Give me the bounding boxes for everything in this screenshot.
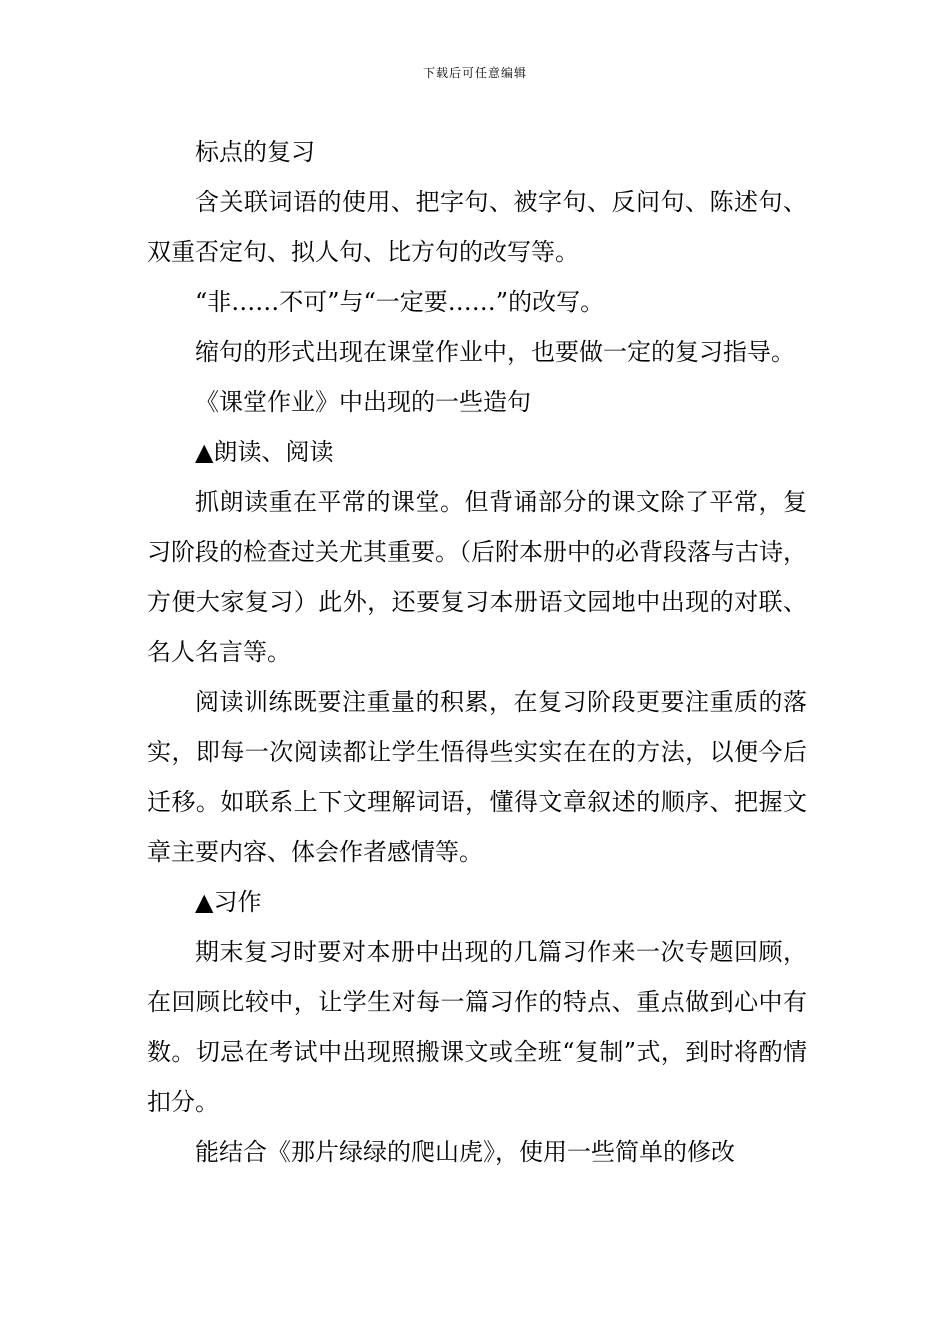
paragraph-punctuation-review: 标点的复习 xyxy=(195,138,315,166)
section-heading-reading: ▲朗读、阅读 xyxy=(195,438,334,466)
paragraph-revision: 能结合《那片绿绿的爬山虎》，使用一些简单的修改 xyxy=(195,1138,735,1166)
paragraph-reading-aloud: 抓朗读重在平常的课堂。但背诵部分的课文除了平常，复习阶段的检查过关尤其重要。（后附本册中的必背段落与古诗，方便大家复习）此外，还要复习本册语文园地中出现的对联、名人名言等。 xyxy=(147,488,807,666)
paragraph-reading-training: 阅读训练既要注重量的积累，在复习阶段更要注重质的落实，即每一次阅读都让学生悟得些实实在在的方法，以便今后迁移。如联系上下文理解词语，懂得文章叙述的顺序、把握文章主要内容、体会作者感情等。 xyxy=(147,688,807,866)
paragraph-sentence-making: 《课堂作业》中出现的一些造句 xyxy=(195,388,531,416)
section-heading-writing: ▲习作 xyxy=(195,888,262,916)
paragraph-fei-bu-ke: “非……不可”与“一定要……”的改写。 xyxy=(195,288,605,316)
paragraph-sentence-shortening: 缩句的形式出现在课堂作业中，也要做一定的复习指导。 xyxy=(195,338,795,366)
paragraph-writing-review: 期末复习时要对本册中出现的几篇习作来一次专题回顾，在回顾比较中，让学生对每一篇习作的特点、重点做到心中有数。切忌在考试中出现照搬课文或全班“复制”式，到时将酌情扣分。 xyxy=(147,938,807,1116)
page-header: 下载后可任意编辑 xyxy=(422,66,527,80)
paragraph-sentence-rewriting: 含关联词语的使用、把字句、被字句、反问句、陈述句、双重否定句、拟人句、比方句的改写等。 xyxy=(147,188,807,266)
document-body xyxy=(147,127,807,1177)
